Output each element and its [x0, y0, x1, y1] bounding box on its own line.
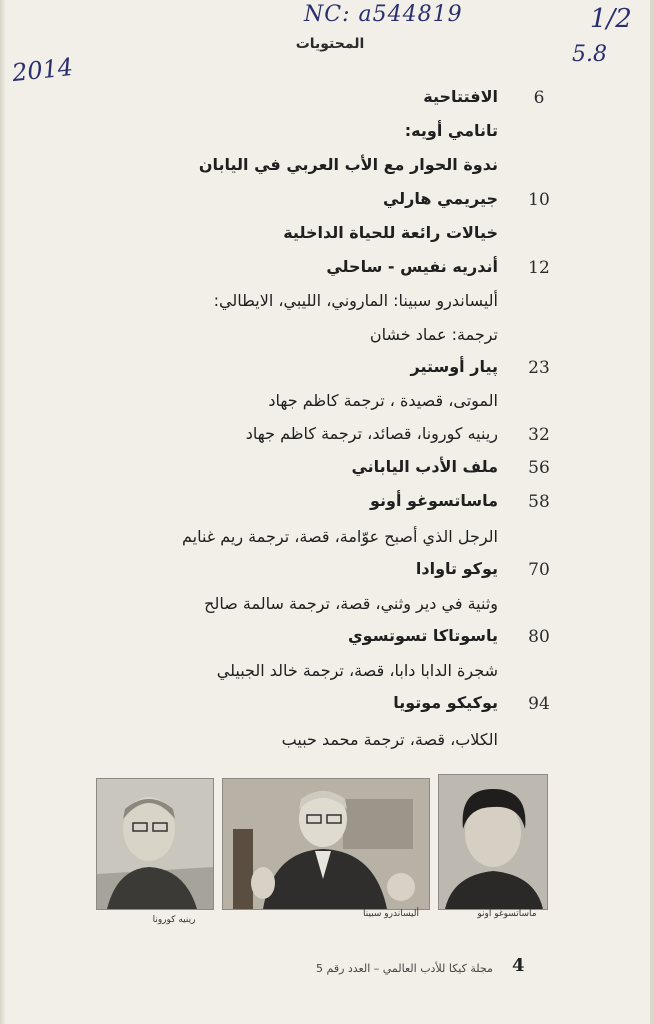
toc-entry: خيالات رائعة للحياة الداخلية	[283, 223, 498, 242]
toc-entry: أليساندرو سبينا: الماروني، الليبي، الايطالي:	[213, 291, 498, 310]
toc-entry: ملف الأدب الياباني	[351, 457, 498, 476]
toc-row	[0, 322, 654, 352]
toc-page-number: 6	[533, 88, 545, 108]
toc-entry: الكلاب، قصة، ترجمة محمد حبيب	[281, 730, 498, 749]
toc-entry: پيار أوستير	[410, 357, 498, 376]
toc-row	[0, 727, 654, 757]
toc-row	[0, 354, 654, 384]
toc-entry: الافتتاحية	[423, 87, 498, 106]
toc-entry: الرجل الذي أصبح عوّامة، قصة، ترجمة ريم غنايم	[181, 527, 498, 546]
toc-row	[0, 118, 654, 148]
toc-row	[0, 254, 654, 284]
toc-row	[0, 84, 654, 114]
toc-entry: شجرة الدابا دابا، قصة، ترجمة خالد الجبيلي	[216, 661, 498, 680]
page-title: المحتويات	[295, 36, 365, 52]
photo-caption: رينيه كورونا	[152, 915, 196, 925]
toc-row	[0, 388, 654, 418]
toc-entry: وثنية في دير وثني، قصة، ترجمة سالمة صالح	[204, 594, 498, 613]
handwritten-number: 5.8	[572, 42, 607, 67]
photo-caption: أليساندرو سبينا	[363, 909, 419, 919]
toc-entry: يوكو تاوادا	[415, 559, 498, 578]
toc-page-number: 94	[528, 694, 550, 714]
toc-entry: أندريه نفيس - ساحلي	[326, 257, 498, 276]
photo-masatsugu-ono	[438, 774, 548, 910]
toc-entry: الموتى، قصيدة ، ترجمة كاظم جهاد	[268, 391, 498, 410]
toc-entry: تانامي أويه:	[404, 121, 498, 140]
photo-alessandro-spina	[222, 778, 430, 910]
toc-page-number: 32	[528, 425, 550, 445]
toc-page-number: 12	[528, 258, 550, 278]
toc-row	[0, 288, 654, 318]
toc-row	[0, 623, 654, 653]
toc-page-number: 56	[528, 458, 550, 478]
toc-row	[0, 152, 654, 182]
toc-row	[0, 591, 654, 621]
toc-entry: ترجمة: عماد خشان	[369, 325, 498, 344]
toc-page-number: 80	[528, 627, 550, 647]
toc-row	[0, 454, 654, 484]
footer-page-number: 4	[512, 955, 525, 976]
portrait-image	[439, 775, 547, 909]
photo-caption: ماساتسوغو أونو	[477, 909, 537, 919]
toc-row	[0, 690, 654, 720]
toc-page-number: 10	[528, 190, 550, 210]
handwritten-code: NC: a544819	[304, 2, 463, 27]
toc-page-number: 23	[528, 358, 550, 378]
toc-entry: ندوة الحوار مع الأب العربي في اليابان	[198, 155, 498, 174]
toc-row	[0, 658, 654, 688]
portrait-image	[223, 779, 429, 909]
toc-row	[0, 488, 654, 518]
toc-entry: جيريمي هارلي	[382, 189, 498, 208]
photo-rene-corona	[96, 778, 214, 910]
toc-row	[0, 220, 654, 250]
toc-page-number: 70	[528, 560, 550, 580]
toc-entry: ماساتسوغو أونو	[370, 491, 498, 510]
handwritten-fraction: 1/2	[590, 4, 632, 34]
toc-page-number: 58	[528, 492, 550, 512]
toc-entry: رينيه كورونا، قصائد، ترجمة كاظم جهاد	[245, 424, 498, 443]
page-footer	[0, 950, 654, 980]
toc-row	[0, 524, 654, 554]
toc-row	[0, 421, 654, 451]
toc-entry: يوكيكو موتويا	[393, 693, 498, 712]
journal-issue: مجلة كيكا للأدب العالمي – العدد رقم 5	[316, 962, 493, 975]
author-photos	[0, 770, 654, 940]
toc-entry: ياسوتاكا تسوتسوي	[348, 626, 498, 645]
toc-row	[0, 186, 654, 216]
portrait-image	[97, 779, 213, 909]
handwritten-year: 2014	[10, 52, 75, 88]
toc-row	[0, 556, 654, 586]
